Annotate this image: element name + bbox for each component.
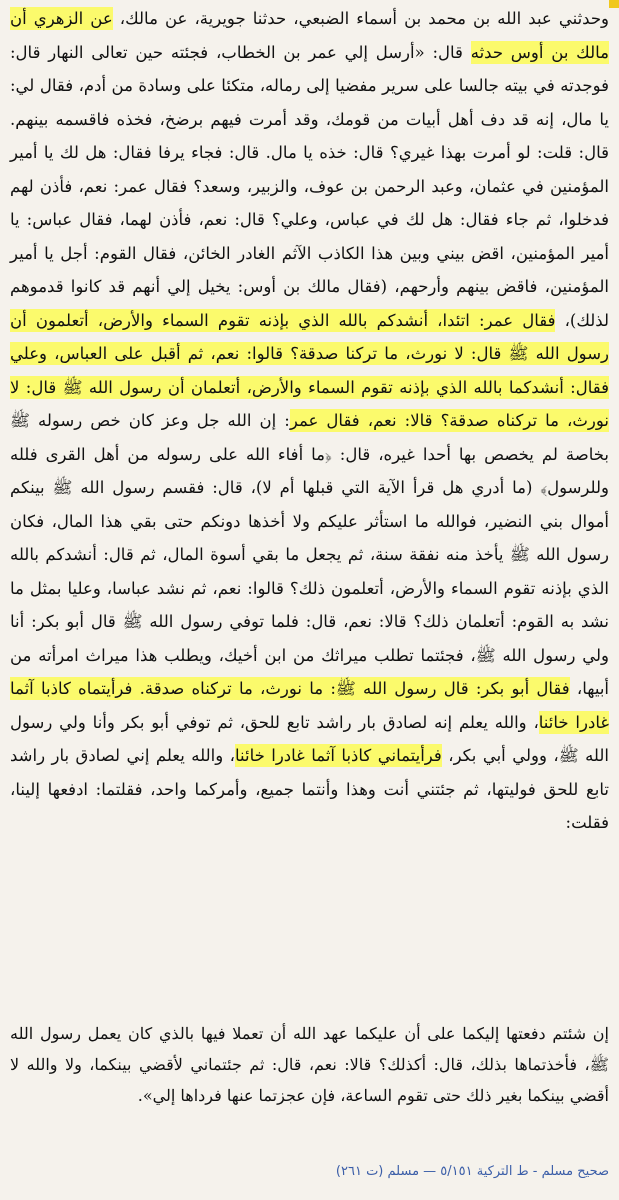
source-citation: صحيح مسلم - ط التركية ٥/١٥١ — مسلم (ت ٢٦١) bbox=[335, 1164, 609, 1179]
highlighted-segment: فرأيتماني كاذبا آثما غادرا خائنا bbox=[234, 746, 442, 765]
corner-badge bbox=[609, 0, 619, 8]
highlighted-segment: فقال أبو بكر: قال رسول الله ﷺ: ما نورث، ما تركناه صدقة. فرأيتماه كاذبا آثما غادرا خائنا bbox=[10, 679, 609, 732]
text-segment: قال: «أرسل إلي عمر بن الخطاب، فجئته حين تعالى النهار قال: فوجدته في بيته جالسا على سرير مفضيا إلى رماله، متكئا على وسادة من أدم، فقال لي: يا مال، إنه قد دف أهل أبيات من قومك، وقد أمرت فيهم برضخ، فخذه فاقسمه بينهم. قال: قلت: لو أمرت بهذا غيري؟ قال: خذه يا مال. قال: فجاء يرفا فقال: هل لك يا أمير المؤمنين في عثمان، وعبد الرحمن بن عوف، والزبير، وسعد؟ فقال عمر: نعم، فأذن لهم فدخلوا، ثم جاء فقال: هل لك في عباس، وعلي؟ قال: نعم، فأذن لهما، فقال عباس: يا أمير المؤمنين، اقض بيني وبين هذا الكاذب الآثم الغادر الخائن، فقال القوم: أجل يا أمير المؤمنين، فاقض بينهم وأرحهم، (فقال مالك بن أوس: يخيل إلي أنهم قد كانوا قدموهم لذلك)، bbox=[10, 42, 609, 330]
text-segment: ، والله يعلم إني لصادق بار راشد تابع للحق فوليتها، ثم جئتني أنت وهذا وأنتما جميع، وأمركما واحد، فقلتما: ادفعها إلينا، فقلت: bbox=[10, 746, 609, 832]
text-segment: وحدثني عبد الله بن محمد بن أسماء الضبعي، حدثنا جويرية، عن مالك، bbox=[112, 9, 609, 28]
highlighted-segment: عن الزهري أن مالك بن أوس حدثه bbox=[10, 9, 609, 62]
text-segment: ، والله يعلم إنه لصادق بار راشد تابع للحق، ثم توفي أبو بكر وأنا ولي رسول الله ﷺ، وولي أبي بكر، bbox=[10, 712, 609, 765]
hadith-text bbox=[10, 2, 609, 840]
text-segment: : إن الله جل وعز كان خص رسوله ﷺ بخاصة لم يخصص بها أحدا غيره، قال: ﴿ما أفاء الله على رسوله من أهل القرى فلله وللرسول﴾ (ما أدري هل قرأ الآية التي قبلها أم لا)، قال: فقسم رسول الله ﷺ بينكم أموال بني النضير، فوالله ما استأثر عليكم ولا أخذها دونكم حتى بقي هذا المال، فكان رسول الله ﷺ يأخذ منه نفقة سنة، ثم يجعل ما بقي أسوة المال، ثم قال: أنشدكم بالله الذي بإذنه تقوم السماء والأرض، أتعلمون ذلك؟ قالوا: نعم، ثم نشد عباسا، وعليا بمثل ما نشد به القوم: أتعلمان ذلك؟ قالا: نعم، قال: فلما توفي رسول الله ﷺ قال أبو بكر: أنا ولي رسول الله ﷺ، فجئتما تطلب ميراثك من ابن أخيك، ويطلب هذا ميراث امرأته من أبيها، bbox=[10, 411, 610, 698]
hadith-text-continued: إن شئتم دفعتها إليكما على أن عليكما عهد الله أن تعملا فيها بالذي كان يعمل رسول الله ﷺ، فأخذتماها بذلك، قال: أكذلك؟ قالا: نعم، قال: ثم جئتماني لأقضي بينكما، ولا والله لا أقضي بينكما بغير ذلك حتى تقوم الساعة، فإن عجزتما عنها فرداها إلي». bbox=[10, 1024, 609, 1105]
highlighted-segment: فقال عمر: اتئدا، أنشدكم بالله الذي بإذنه تقوم السماء والأرض، أتعلمون أن رسول الله ﷺ قال: لا نورث، ما تركنا صدقة؟ قالوا: نعم، ثم أقبل على العباس، وعلي فقال: أنشدكما بالله الذي بإذنه تقوم السماء والأرض، أتعلمان أن رسول الله ﷺ قال: لا نورث، ما تركناه صدقة؟ قالا: نعم، فقال عمر bbox=[10, 310, 609, 430]
